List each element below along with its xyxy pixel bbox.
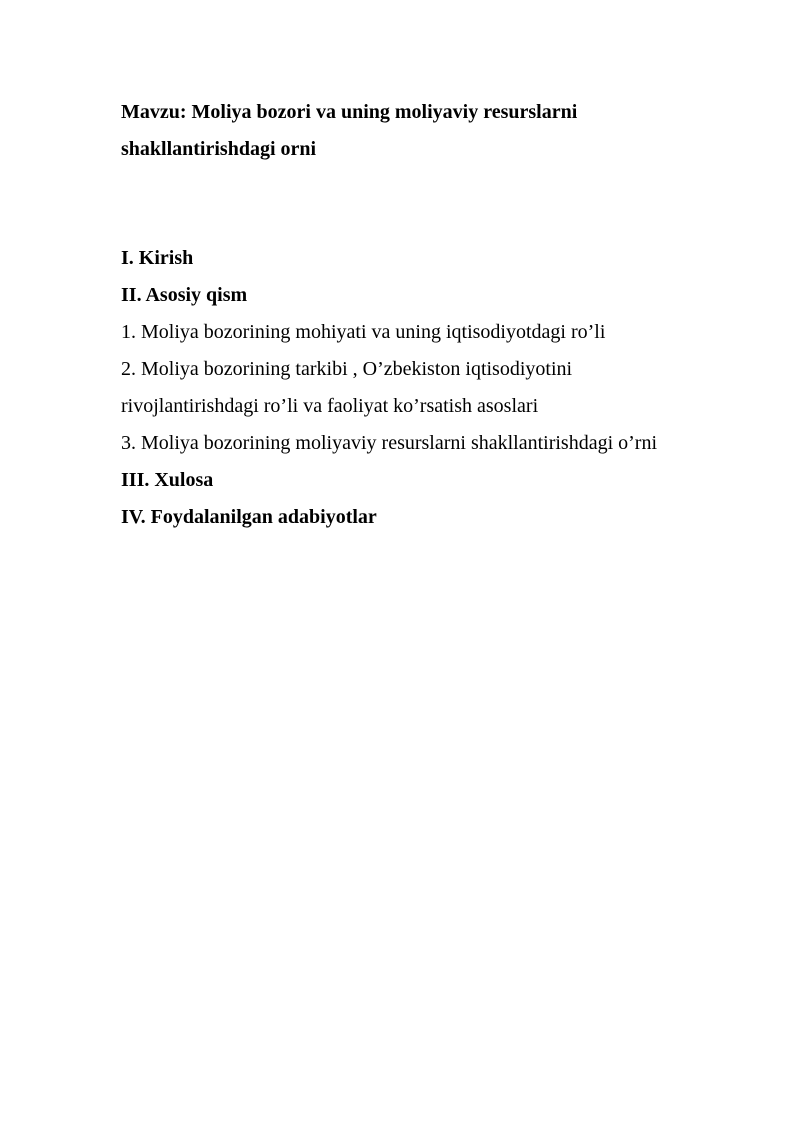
document-title [121,94,721,168]
toc-item-section-3: 3. Moliya bozorining moliyaviy resurslarni shakllantirishdagi o’rni [121,432,658,454]
toc-item-introduction: I. Kirish [121,247,194,269]
title-line-2: shakllantirishdagi orni [121,138,317,160]
title-line-1: Mavzu: Moliya bozori va uning moliyaviy resurslarni [121,101,578,123]
toc-item-section-2: 2. Moliya bozorining tarkibi , O’zbekiston iqtisodiyotini [121,358,573,380]
toc-item-references: IV. Foydalanilgan adabiyotlar [121,506,377,528]
toc-item-conclusion: III. Xulosa [121,469,214,491]
table-of-contents [121,240,761,536]
toc-item-section-1: 1. Moliya bozorining mohiyati va uning iqtisodiyotdagi ro’li [121,321,606,343]
toc-item-section-2-continued: rivojlantirishdagi ro’li va faoliyat ko’rsatish asoslari [121,395,539,417]
toc-item-main-part: II. Asosiy qism [121,284,248,306]
